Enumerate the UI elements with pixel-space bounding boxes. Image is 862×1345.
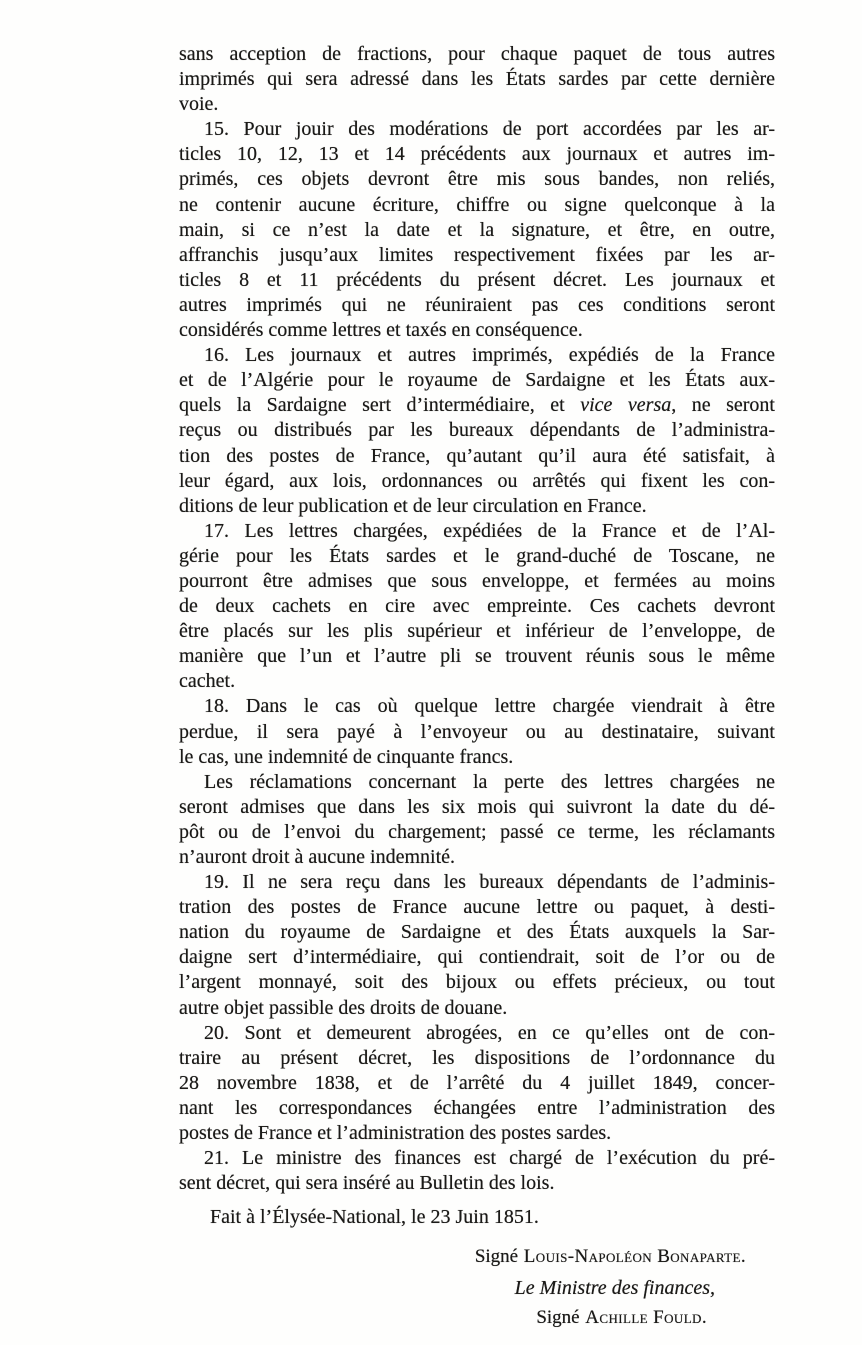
- text-line: seront admises que dans les six mois qui suivront la date du dé-: [179, 795, 775, 818]
- signature-line-fould: [179, 1303, 775, 1334]
- text-line: quels la Sardaigne sert d’intermédiaire, et vice versa, ne seront: [179, 394, 775, 417]
- text-line: manière que l’un et l’autre pli se trouvent réunis sous le même: [179, 645, 775, 668]
- text-line: sans acception de fractions, pour chaque paquet de tous autres: [179, 43, 775, 65]
- text-line: traire au présent décret, les dispositions de l’ordonnance du: [179, 1046, 775, 1069]
- text-line: et de l’Algérie pour le royaume de Sardaigne et les États aux-: [179, 369, 775, 392]
- text-line: main, si ce n’est la date et la signature, et être, en outre,: [179, 218, 775, 241]
- text-line: nation du royaume de Sardaigne et des États auxquels la Sar-: [179, 921, 775, 944]
- text-line: postes de France et l’administration des postes sardes.: [179, 1122, 612, 1145]
- text-line: 17. Les lettres chargées, expédiées de la France et de l’Al-: [204, 519, 775, 542]
- text-line: 16. Les journaux et autres imprimés, expédiés de la France: [204, 344, 775, 367]
- text-line: tion des postes de France, qu’autant qu’il aura été satisfait, à: [179, 444, 775, 467]
- text-line: 19. Il ne sera reçu dans les bureaux dépendants de l’adminis-: [204, 871, 775, 894]
- text-line: daigne sert d’intermédiaire, qui contiendrait, soit de l’or ou de: [179, 946, 775, 969]
- text-line: perdue, il sera payé à l’envoyeur ou au destinataire, suivant: [179, 720, 775, 743]
- signature-line-bonaparte: [179, 1242, 775, 1273]
- text-line: ticles 8 et 11 précédents du présent décret. Les journaux et: [179, 268, 775, 291]
- dateline: Fait à l’Élysée-National, le 23 Juin 1851.: [210, 1206, 539, 1228]
- text-line: n’auront droit à aucune indemnité.: [179, 846, 456, 868]
- signature-block: [179, 1242, 775, 1334]
- text-line: de deux cachets en cire avec empreinte. Ces cachets devront: [179, 595, 775, 618]
- text-line: le cas, une indemnité de cinquante francs.: [179, 745, 514, 768]
- text-line: 15. Pour jouir des modérations de port accordées par les ar-: [204, 118, 775, 141]
- text-line: primés, ces objets devront être mis sous bandes, non reliés,: [179, 168, 775, 191]
- signature-title-minister: Le Ministre des finances,: [514, 1276, 715, 1299]
- text-line: ne contenir aucune écriture, chiffre ou signe quelconque à la: [179, 193, 775, 216]
- text-line: autres imprimés qui ne réuniraient pas ces conditions seront: [179, 293, 775, 316]
- text-line: affranchis jusqu’aux limites respectivement fixées par les ar-: [179, 243, 775, 266]
- text-line: voie.: [179, 93, 219, 116]
- text-line: 20. Sont et demeurent abrogées, en ce qu’elles ont de con-: [204, 1021, 775, 1044]
- document-body: [179, 42, 775, 1196]
- text-line: 28 novembre 1838, et de l’arrêté du 4 juillet 1849, concer-: [179, 1071, 775, 1094]
- text-line: ticles 10, 12, 13 et 14 précédents aux journaux et autres im-: [179, 143, 775, 166]
- text-line: imprimés qui sera adressé dans les États sardes par cette dernière: [179, 68, 775, 91]
- signe-label: Signé: [536, 1307, 580, 1328]
- text-line: 18. Dans le cas où quelque lettre chargée viendrait à être: [204, 695, 775, 718]
- text-line: gérie pour les États sardes et le grand-duché de Toscane, ne: [179, 544, 775, 567]
- text-line: pourront être admises que sous enveloppe, et fermées au moins: [179, 569, 775, 592]
- text-line: pôt ou de l’envoi du chargement; passé ce terme, les réclamants: [179, 820, 775, 843]
- text-line: l’argent monnayé, soit des bijoux ou effets précieux, ou tout: [179, 971, 775, 994]
- text-line: sent décret, qui sera inséré au Bulletin des lois.: [179, 1172, 555, 1195]
- signature-name-fould: Achille Fould.: [585, 1307, 707, 1328]
- text-line: ditions de leur publication et de leur circulation en France.: [179, 494, 647, 517]
- text-line: autre objet passible des droits de douane.: [179, 996, 508, 1019]
- text-line: leur égard, aux lois, ordonnances ou arrêtés qui fixent les con-: [179, 469, 775, 492]
- text-line: Les réclamations concernant la perte des lettres chargées ne: [204, 770, 775, 793]
- text-line: considérés comme lettres et taxés en conséquence.: [179, 319, 583, 342]
- signe-label: Signé: [474, 1246, 519, 1267]
- text-line: 21. Le ministre des finances est chargé de l’exécution du pré-: [204, 1147, 775, 1170]
- text-line: nant les correspondances échangées entre l’administration des: [179, 1096, 775, 1119]
- signature-name-bonaparte: Louis-Napoléon Bonaparte.: [523, 1246, 746, 1267]
- text-line: cachet.: [179, 670, 236, 693]
- text-line: reçus ou distribués par les bureaux dépendants de l’administra-: [179, 419, 775, 442]
- text-line: tration des postes de France aucune lettre ou paquet, à desti-: [179, 896, 775, 919]
- text-line: être placés sur les plis supérieur et inférieur de l’enveloppe, de: [179, 620, 775, 643]
